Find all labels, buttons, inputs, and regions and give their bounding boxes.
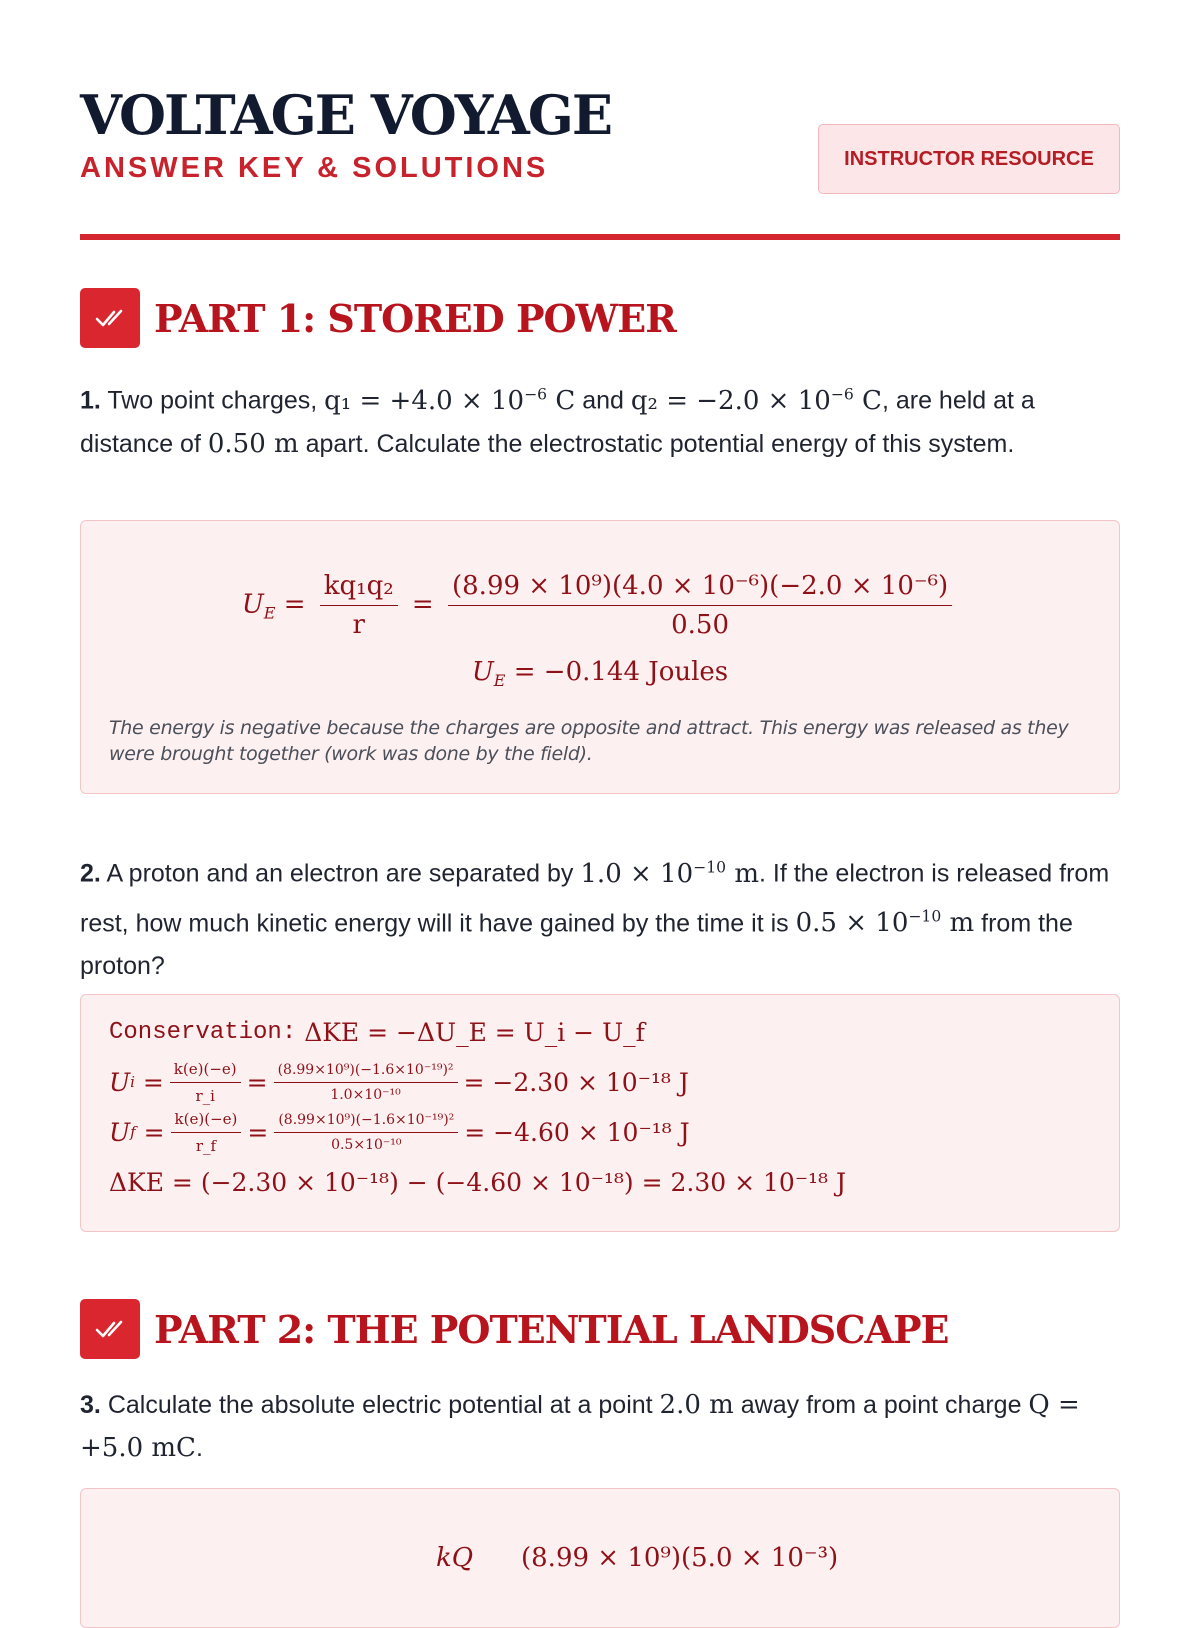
fraction-numerator: k(e)(−e) <box>170 1060 241 1083</box>
conservation-line <box>109 1007 1091 1057</box>
question-2 <box>80 846 1120 988</box>
math-exponent: −10 <box>908 907 942 926</box>
question-text: Calculate the absolute electric potential at a point <box>107 1391 660 1419</box>
page-title: VOLTAGE VOYAGE <box>80 83 612 147</box>
math-distance: 2.0 m <box>659 1390 734 1420</box>
math-subscript: i <box>130 1073 135 1091</box>
kinetic-energy-line <box>109 1157 1091 1207</box>
math-distance: 1.0 × 10 <box>580 858 694 889</box>
math-unit: m <box>726 858 759 889</box>
section-title: PART 1: STORED POWER <box>154 295 676 341</box>
page-header <box>80 84 1120 244</box>
math-subscript: E <box>493 671 506 691</box>
fraction <box>274 1112 458 1153</box>
section-header-part1 <box>80 288 676 348</box>
math-charge-1: q₁ = +4.0 × 10 <box>324 385 525 416</box>
math-charge: Q = +5.0 mC <box>80 1390 1080 1463</box>
fraction-denominator: r_f <box>195 1136 217 1155</box>
fraction <box>320 571 398 640</box>
fraction-denominator: r <box>352 610 365 640</box>
math-symbol: U <box>109 1117 131 1147</box>
final-energy-line: U f = $\frac{k(e)(-e)}{r\_f}$ = $\frac{\text{(8.99×10⁹)(−1.6×10⁻¹⁹)²}}{\text{0.5×10⁻¹⁰}}$ = −4.60 × 10⁻¹⁸ J <box>109 1109 690 1155</box>
result-value: = −2.30 × 10⁻¹⁸ J <box>463 1067 689 1097</box>
question-number: 3. <box>80 1391 101 1419</box>
fraction <box>448 571 952 640</box>
section-header-part2 <box>80 1299 949 1359</box>
fraction-numerator: (8.99 × 10⁹)(5.0 × 10⁻³) <box>521 1543 839 1573</box>
fraction-denominator: 0.50 <box>671 610 730 640</box>
question-text: away from a point charge <box>733 1391 1029 1419</box>
conservation-equation: ΔKE = −ΔU_E = U_i − U_f <box>304 1017 645 1047</box>
final-result: ΔKE = (−2.30 × 10⁻¹⁸) − (−4.60 × 10⁻¹⁸) = 2.30 × 10⁻¹⁸ J <box>109 1167 847 1197</box>
math-unit: C <box>853 385 882 416</box>
question-text: , are held at a distance of <box>80 386 1035 458</box>
math-subscript: E <box>263 603 276 623</box>
solution-3 <box>80 1488 1120 1628</box>
math-symbol: U <box>241 589 264 620</box>
result-value: = −0.144 Joules <box>513 657 729 687</box>
double-check-icon <box>80 1299 140 1359</box>
fraction-numerator: kQ <box>436 1543 474 1573</box>
math-exponent: −10 <box>693 858 727 876</box>
fraction-numerator: (8.99×10⁹)(−1.6×10⁻¹⁹)² <box>274 1062 458 1083</box>
math-distance: 0.5 × 10 <box>795 908 909 939</box>
question-text: apart. Calculate the electrostatic potential energy of this system. <box>298 429 1015 458</box>
fraction <box>171 1110 242 1155</box>
math-distance: 0.50 m <box>207 428 299 459</box>
math-symbol: U <box>471 657 494 687</box>
conservation-label: Conservation: <box>109 1018 297 1046</box>
fraction-denominator: 0.5×10⁻¹⁰ <box>331 1136 402 1153</box>
fraction-numerator: (8.99×10⁹)(−1.6×10⁻¹⁹)² <box>274 1112 458 1133</box>
question-text: and <box>575 386 631 415</box>
math-unit: m <box>941 908 975 939</box>
math-symbol: U <box>109 1067 131 1097</box>
question-text: . <box>195 1434 203 1462</box>
question-number: 1. <box>80 386 101 415</box>
solution-2 <box>80 994 1120 1232</box>
fraction <box>274 1062 458 1103</box>
solution-note: The energy is negative because the charges are opposite and attract. This energy was released as they were brought together (work was done by the field). <box>109 717 1069 765</box>
question-number: 2. <box>80 859 101 888</box>
fraction-numerator: (8.99 × 10⁹)(4.0 × 10⁻⁶)(−2.0 × 10⁻⁶) <box>448 571 952 606</box>
question-text: A proton and an electron are separated by <box>106 859 581 888</box>
fraction-numerator: k(e)(−e) <box>171 1110 242 1133</box>
fraction-denominator: r_i <box>195 1086 215 1105</box>
math-exponent: −6 <box>524 385 548 403</box>
section-title: PART 2: THE POTENTIAL LANDSCAPE <box>154 1306 949 1352</box>
result-value: = −4.60 × 10⁻¹⁸ J <box>464 1117 690 1147</box>
solution-1: $U_E$ = $\frac{\text{kq₁q₂}}{r}$ = $\frac{\text{(8.99 × 10⁹)(4.0 × 10⁻⁶)(−2.0 × 10⁻⁶)}}{0.50}$ $U_E = -0.144$ Joules The energy is negative because the charges are opposite and attract. This energy was released as they were brought together (work was done by the field). <box>80 520 1120 794</box>
math-subscript: f <box>130 1123 136 1141</box>
fraction-numerator: kq₁q₂ <box>320 571 398 606</box>
fraction <box>170 1060 241 1105</box>
question-3 <box>80 1384 1120 1470</box>
double-check-icon <box>80 288 140 348</box>
page-subtitle: ANSWER KEY & SOLUTIONS <box>80 152 549 184</box>
math-exponent: −6 <box>830 385 854 403</box>
math-charge-2: q₂ = −2.0 × 10 <box>630 385 831 416</box>
question-text: from the proton? <box>80 909 1073 981</box>
question-1 <box>80 373 1120 466</box>
question-text: . If the electron is released from rest, how much kinetic energy will it have gained by the time it is <box>80 859 1110 938</box>
question-text: Two point charges, <box>107 386 318 415</box>
header-divider <box>80 234 1120 240</box>
instructor-badge: INSTRUCTOR RESOURCE <box>818 124 1120 194</box>
math-unit: C <box>547 385 576 416</box>
initial-energy-line: U i = $\frac{k(e)(-e)}{r\_i}$ = $\frac{\text{(8.99×10⁹)(−1.6×10⁻¹⁹)²}}{\text{1.0×10⁻¹⁰}}$ = −2.30 × 10⁻¹⁸ J <box>109 1059 689 1105</box>
fraction-denominator: 1.0×10⁻¹⁰ <box>330 1086 401 1103</box>
